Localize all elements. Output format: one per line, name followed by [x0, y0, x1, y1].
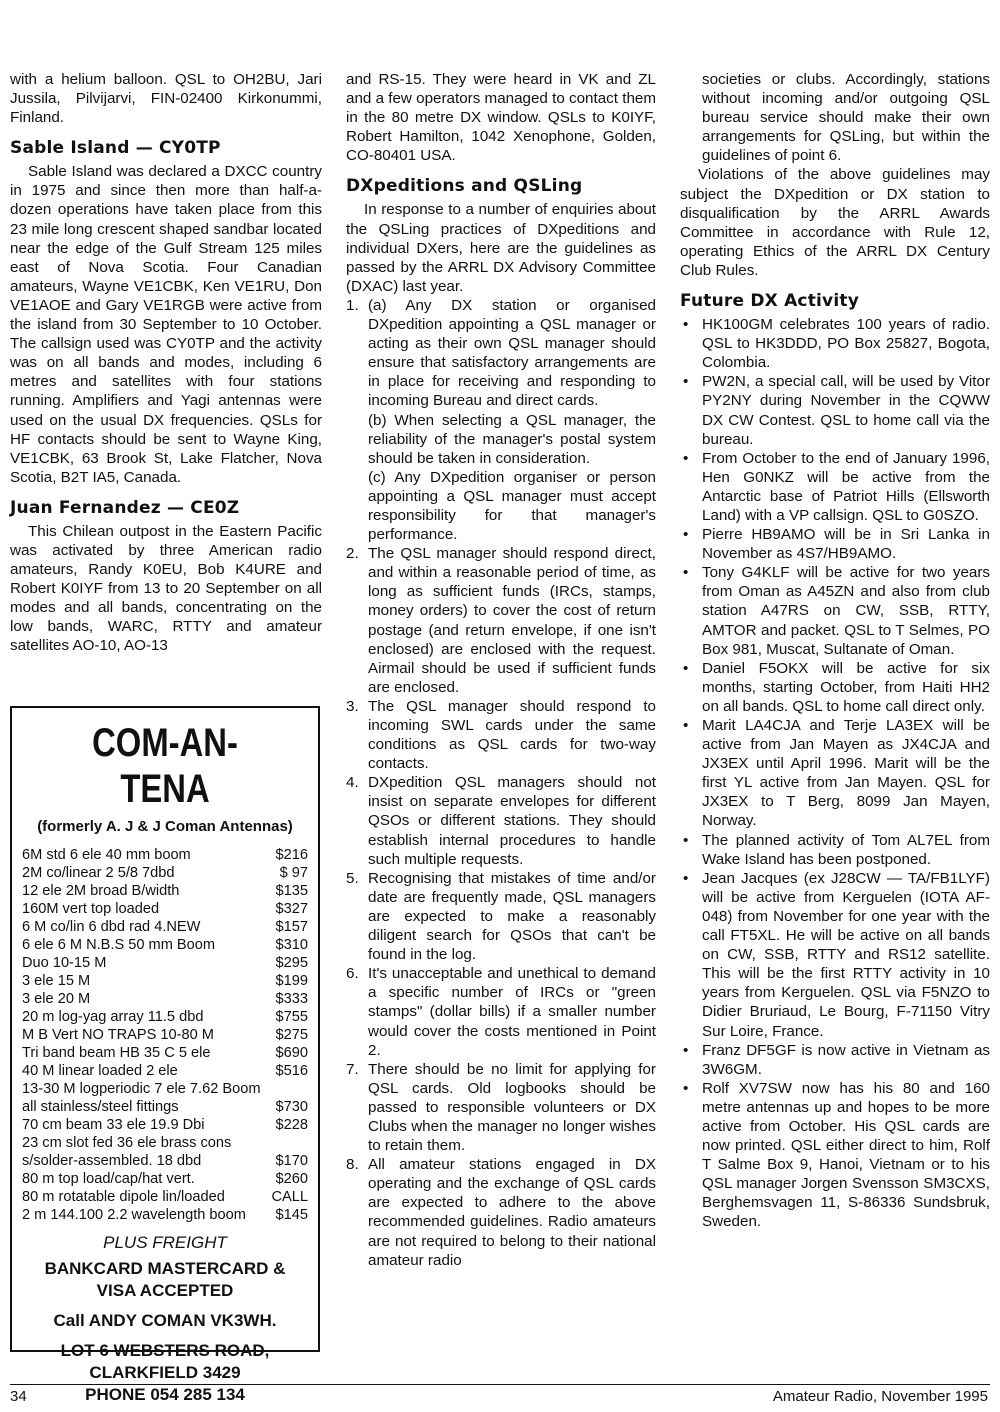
ad-address-line-2: CLARKFIELD 3429	[89, 1363, 241, 1382]
item-price: $228	[275, 1117, 308, 1133]
price-row	[22, 954, 308, 972]
guideline-number: 6.	[346, 965, 359, 983]
bullet-icon: •	[683, 526, 689, 544]
ad-visa: VISA ACCEPTED	[96, 1281, 234, 1300]
guideline-item	[346, 697, 656, 773]
list-item-text: Daniel F5OKX will be active for six months, starting October, from Haiti HH2 on all bands. QSL to home call direct only.	[702, 659, 990, 715]
guideline-number: 2.	[346, 545, 359, 563]
list-item-text: From October to the end of January 1996, Hen G0NKZ will be active from the Antarctic base of Patriot Hills (Ellsworth Land) with a VP callsign. QSL to G0SZO.	[702, 449, 990, 524]
juan-heading: Juan Fernandez — CE0Z	[10, 497, 240, 518]
guideline-number: 5.	[346, 869, 359, 887]
item-price: $516	[275, 1063, 308, 1079]
comantena-advertisement	[10, 706, 320, 1404]
list-item	[680, 1041, 990, 1079]
bullet-icon: •	[683, 1079, 689, 1097]
guideline-1a: (a) Any DX station or organised DXpedition appointing a QSL manager or acting as their own QSL manager should ensure that satisfactory arrangements are in place for receiving and responding to incoming Bureau and direct cards.	[368, 296, 656, 410]
ad-address-line-1: LOT 6 WEBSTERS ROAD,	[60, 1341, 270, 1360]
item-price: $ 97	[279, 865, 308, 881]
price-row	[22, 1026, 308, 1044]
item-name: 160M vert top loaded	[22, 901, 160, 917]
guideline-1c: (c) Any DXpedition organiser or person appointing a QSL manager must accept responsibility for that manager's performance.	[368, 468, 656, 544]
ad-price-list	[22, 846, 308, 1224]
juan-paragraph: This Chilean outpost in the Eastern Pacific was activated by three American radio amateurs, Randy K0EU, Bob K4URE and Robert K0IYF from 13 to 20 September on all modes and all bands, concentrating on the low bands, WARC, RTTY and amateur satellites AO-10, AO-13	[10, 522, 322, 655]
item-name: 20 m log-yag array 11.5 dbd	[22, 1009, 204, 1025]
price-row	[22, 936, 308, 954]
list-item-text: Rolf XV7SW now has his 80 and 160 metre antennas up and hopes to be more active from October. His QSL cards are now printed. QSL either direct to him, Rolf T Salme Box 9, Hanoi, Vietnam or to his QSL manager Jorgen Svensson SM3CXS, Berghemsvagen 11, S-86336 Sundsbruk, Sweden.	[702, 1079, 990, 1231]
column-3	[680, 70, 990, 1232]
item-price: $310	[275, 937, 308, 953]
list-item-text: Jean Jacques (ex J28CW — TA/FB1LYF) will be active from Kerguelen (IOTA AF-048) from November for one year with the call FT5XL. He will be active on all bands on CW, SSB, RTTY and RS12 satellite. This will be the first RTTY activity in 10 years from Kerguelen. QSL via F5NZO to Didier Bruriaud, Le Bourg, F-71150 Vitry Sur Loire, France.	[702, 869, 990, 1040]
item-price: CALL	[271, 1189, 308, 1205]
guideline-item	[346, 544, 656, 697]
item-name: 3 ele 15 M	[22, 973, 91, 989]
price-row	[22, 864, 308, 882]
guideline-item	[346, 964, 656, 1059]
guideline-text: All amateur stations engaged in DX operating and the exchange of QSL cards are expected to adhere to the above recommended guidelines. Radio amateurs are not required to belong to their national amateur radio	[368, 1156, 656, 1269]
sable-paragraph: Sable Island was declared a DXCC country in 1975 and since then more than half-a-dozen operations have taken place from this 23 mile long crescent shaped sandbar located near the edge of the Gulf Stream 125 miles east of Nova Scotia. Four Canadian amateurs, Wayne VE1CBK, Ken VE1RU, Don VE1AOE and Gary VE1RGB were active from the island from 30 September to 10 October. The callsign used was CY0TP and the activity was on all bands and modes, including 6 metres and satellites with four stations running. Amplifiers and Yagi antennas were used on the usual DX frequencies. QSLs for HF contacts should be sent to Wayne King, VE1CBK, 63 Brook St, Lake Flatcher, Nova Scotia, B2T IA5, Canada.	[10, 163, 322, 486]
item-name: 70 cm beam 33 ele 19.9 Dbi	[22, 1117, 205, 1133]
ad-subtitle: (formerly A. J & J Coman Antennas)	[37, 818, 293, 835]
guideline-number: 8.	[346, 1156, 359, 1174]
guideline-1b: (b) When selecting a QSL manager, the reliability of the manager's postal system should be taken in consideration.	[368, 411, 656, 467]
guideline-number: 3.	[346, 697, 359, 715]
list-item	[680, 449, 990, 525]
violations-paragraph: Violations of the above guidelines may subject the DXpedition or DX station to disqualification by the ARRL Awards Committee in accordance with Rule 12, operating Ethics of the ARRL DX Century Club Rules.	[680, 166, 990, 279]
guideline-item	[346, 869, 656, 964]
list-item	[680, 716, 990, 831]
bullet-icon: •	[683, 449, 689, 467]
item-price: $755	[275, 1009, 308, 1025]
item-price: $199	[275, 973, 308, 989]
list-item	[680, 1079, 990, 1232]
guideline-text: It's unacceptable and unethical to demand a specific number of IRCs or "green stamps" (dollar bills) if a smaller number would cover the costs mentioned in Point 2.	[368, 965, 656, 1059]
price-row	[22, 918, 308, 936]
item-price: $730	[275, 1099, 308, 1115]
item-name: 6 ele 6 M N.B.S 50 mm Boom	[22, 937, 216, 953]
list-item	[680, 525, 990, 563]
list-item	[680, 372, 990, 448]
item-price: $333	[275, 991, 308, 1007]
list-item-text: Franz DF5GF is now active in Vietnam as 3W6GM.	[702, 1041, 990, 1078]
list-item-text: HK100GM celebrates 100 years of radio. QSL to HK3DDD, PO Box 25827, Bogota, Colombia.	[702, 316, 990, 372]
price-row	[22, 846, 308, 864]
guideline-item	[346, 1155, 656, 1270]
item-price: $216	[275, 847, 308, 863]
price-row	[22, 1098, 308, 1116]
item-name: 80 m top load/cap/hat vert.	[22, 1171, 195, 1187]
list-item-text: Tony G4KLF will be active for two years from Oman as A45ZN and also from club station A47RS on CW, SSB, RTTY, AMTOR and packet. QSL to T Selmes, PO Box 981, Muscat, Sultanate of Oman.	[702, 564, 990, 658]
guideline-number: 7.	[346, 1060, 359, 1078]
bullet-icon: •	[683, 1041, 689, 1059]
bullet-icon: •	[683, 717, 689, 734]
guideline-text: Recognising that mistakes of time and/or date are frequently made, QSL managers are expected to make a reasonably diligent search for QSOs that can't be found in the log.	[368, 869, 656, 964]
item-name: Tri band beam HB 35 C 5 ele	[22, 1045, 211, 1061]
item-name: 2M co/linear 2 5/8 7dbd	[22, 865, 175, 881]
item-name: 80 m rotatable dipole lin/loaded	[22, 1189, 225, 1205]
list-item-text: Marit LA4CJA and Terje LA3EX will be active from Jan Mayen as JX4CJA and JX3EX until April 1996. Marit will be the first YL active from Jan Mayen. QSL for JX3EX to T Berg, 8099 Jan Mayen, Norway.	[702, 717, 990, 830]
price-row	[22, 1062, 308, 1080]
guideline-item	[346, 296, 656, 544]
bullet-icon: •	[683, 564, 689, 582]
price-row	[22, 990, 308, 1008]
future-dx-list	[680, 315, 990, 1232]
list-item	[680, 869, 990, 1041]
column-1	[10, 70, 322, 656]
item-price: $145	[275, 1207, 308, 1223]
bullet-icon: •	[683, 831, 689, 849]
guidelines-lead: In response to a number of enquiries about the QSLing practices of DXpeditions and individual DXers, here are the guidelines as passed by the ARRL DX Advisory Committee (DXAC) last year.	[346, 201, 656, 295]
guideline-8-continued: societies or clubs. Accordingly, stations without incoming and/or outgoing QSL bureau service should make their own arrangements for QSLing, but within the guidelines of point 6.	[702, 71, 990, 165]
item-name: 6 M co/lin 6 dbd rad 4.NEW	[22, 919, 201, 935]
column-2	[346, 70, 656, 1270]
price-row	[22, 1008, 308, 1026]
bullet-icon: •	[683, 869, 689, 887]
list-item	[680, 659, 990, 716]
price-row	[22, 1116, 308, 1134]
page-number: 34	[10, 1388, 27, 1405]
item-name: 6M std 6 ele 40 mm boom	[22, 847, 191, 863]
footer-divider	[10, 1384, 990, 1385]
ad-phone: PHONE 054 285 134	[85, 1385, 245, 1404]
guideline-text: DXpedition QSL managers should not insist on separate envelopes for different QSOs or different stations. They should establish internal procedures to handle such multiple requests.	[368, 774, 656, 868]
ad-spacer	[22, 1302, 308, 1310]
item-name: 40 M linear loaded 2 ele	[22, 1063, 178, 1079]
ad-call: Call ANDY COMAN VK3WH.	[53, 1311, 277, 1330]
price-row	[22, 1170, 308, 1188]
price-row	[22, 882, 308, 900]
price-row	[22, 972, 308, 990]
guideline-item	[346, 1060, 656, 1155]
item-name: Duo 10-15 M	[22, 955, 107, 971]
price-row	[22, 1206, 308, 1224]
future-dx-heading: Future DX Activity	[680, 291, 859, 312]
item-price: $135	[275, 883, 308, 899]
ad-title: COM-AN-TENA	[92, 721, 238, 811]
list-item	[680, 563, 990, 658]
item-name: s/solder-assembled. 18 dbd	[22, 1153, 202, 1169]
ad-freight: PLUS FREIGHT	[103, 1233, 227, 1252]
list-item-text: The planned activity of Tom AL7EL from Wake Island has been postponed.	[702, 831, 990, 868]
list-item	[680, 831, 990, 869]
dxpeditions-heading: DXpeditions and QSLing	[346, 176, 583, 197]
price-row	[22, 1188, 308, 1206]
col1-intro: with a helium balloon. QSL to OH2BU, Jari Jussila, Pilvijarvi, FIN-02400 Kirkonummi, Finland.	[10, 71, 322, 127]
ad-spacer	[22, 1332, 308, 1340]
bullet-icon: •	[683, 659, 689, 677]
list-item-text: Pierre HB9AMO will be in Sri Lanka in November as 4S7/HB9AMO.	[702, 526, 990, 563]
guideline-text: The QSL manager should respond direct, and within a reasonable period of time, as long as sufficient funds (IRCs, stamps, money orders) to cover the cost of return postage (and return envelope, if one isn't enclosed) are enclosed with the request. Airmail should be used if sufficient funds are enclosed.	[368, 545, 656, 696]
price-row	[22, 1152, 308, 1170]
item-name: 23 cm slot fed 36 ele brass cons	[22, 1135, 232, 1151]
item-price: $260	[275, 1171, 308, 1187]
item-price: $275	[275, 1027, 308, 1043]
item-name: M B Vert NO TRAPS 10-80 M	[22, 1027, 214, 1043]
item-name: 2 m 144.100 2.2 wavelength boom	[22, 1207, 246, 1223]
sable-heading: Sable Island — CY0TP	[10, 138, 221, 159]
item-name: 12 ele 2M broad B/width	[22, 883, 180, 899]
ad-bankcard: BANKCARD MASTERCARD &	[44, 1259, 286, 1278]
item-price: $157	[275, 919, 308, 935]
guideline-number: 4.	[346, 774, 359, 792]
bullet-icon: •	[683, 316, 689, 334]
item-price: $295	[275, 955, 308, 971]
list-item-text: PW2N, a special call, will be used by Vitor PY2NY during November in the CQWW DX CW Contest. QSL to home call via the bureau.	[702, 373, 990, 448]
guideline-item	[346, 773, 656, 868]
item-name: 3 ele 20 M	[22, 991, 91, 1007]
guideline-text: The QSL manager should respond to incoming SWL cards under the same conditions as QSL cards for two-way contacts.	[368, 697, 656, 773]
item-name: all stainless/steel fittings	[22, 1099, 179, 1115]
list-item	[680, 315, 990, 372]
guideline-text: There should be no limit for applying for QSL cards. Old logbooks should be passed to responsible volunteers or DX Clubs when the manager no longer wishes to retain them.	[368, 1060, 656, 1155]
item-price: $690	[275, 1045, 308, 1061]
item-price: $327	[275, 901, 308, 917]
bullet-icon: •	[683, 373, 689, 391]
magazine-issue: Amateur Radio, November 1995	[772, 1388, 988, 1405]
guidelines-list	[346, 296, 656, 1270]
item-name: 13-30 M logperiodic 7 ele 7.62 Boom	[22, 1081, 261, 1097]
col2-intro: and RS-15. They were heard in VK and ZL and a few operators managed to contact them in the 80 metre DX window. QSLs to K0IYF, Robert Hamilton, 1042 Xenophone, Golden, CO-80401 USA.	[346, 71, 656, 165]
price-row	[22, 1044, 308, 1062]
guideline-number: 1.	[346, 296, 359, 314]
item-price: $170	[275, 1153, 308, 1169]
price-row	[22, 900, 308, 918]
